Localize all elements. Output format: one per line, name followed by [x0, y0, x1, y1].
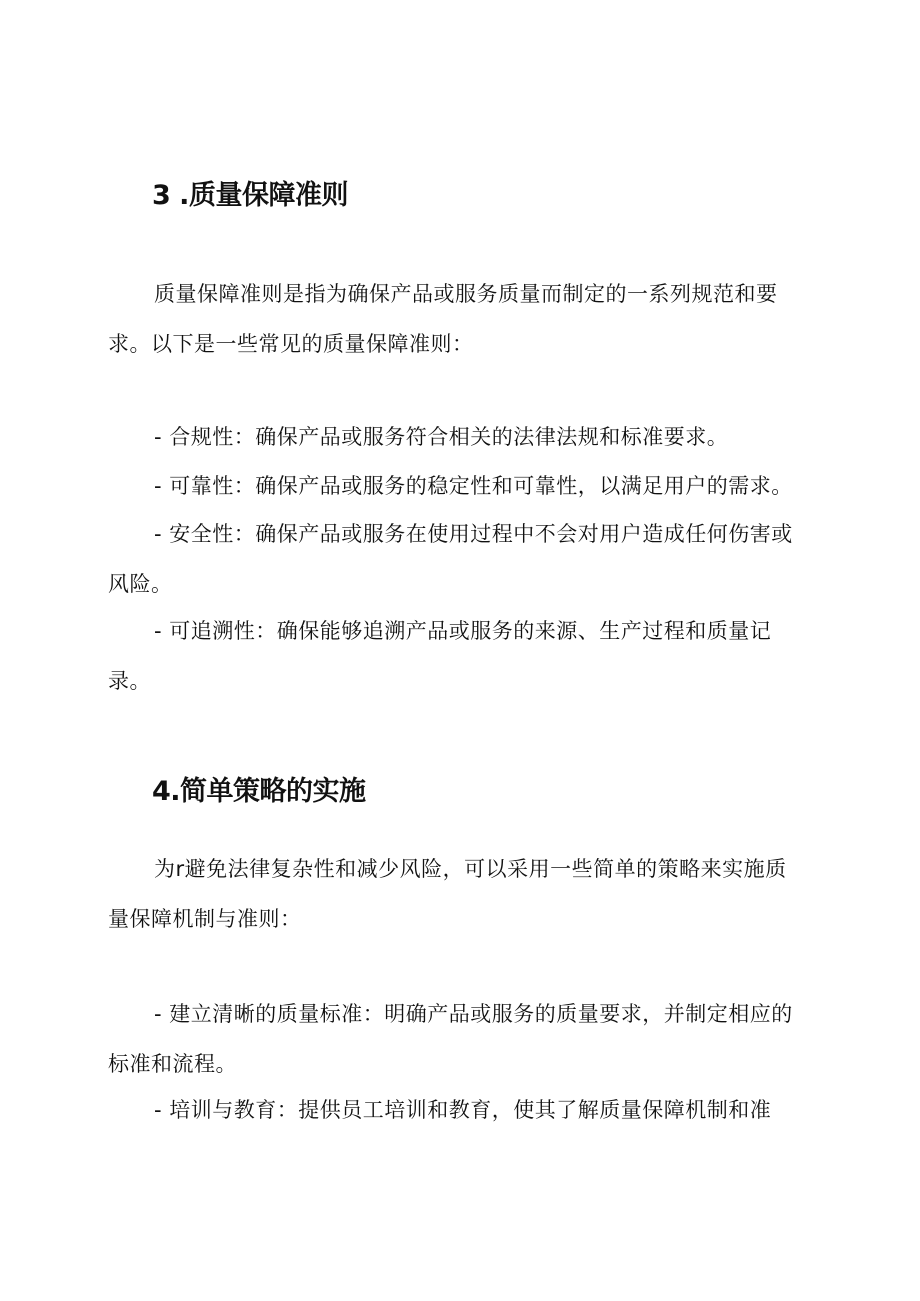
- section-4-heading: 4.简单策略的实施: [152, 776, 366, 807]
- section-4-item-training: - 培训与教育：提供员工培训和教育，使其了解质量保障机制和准: [154, 1098, 772, 1122]
- section-3-item-reliability: - 可靠性：确保产品或服务的稳定性和可靠性，以满足用户的需求。: [154, 474, 793, 498]
- section-4-intro: 为r避免法律复杂性和减少风险，可以采用一些简单的策略来实施质量保障机制与准则：: [108, 857, 787, 931]
- section-3-intro: 质量保障准则是指为确保产品或服务质量而制定的一系列规范和要求。以下是一些常见的质量保障准则：: [108, 282, 778, 356]
- section-4-item-standards: - 建立清晰的质量标准：明确产品或服务的质量要求，并制定相应的标准和流程。: [108, 1002, 793, 1076]
- section-3-item-safety: - 安全性：确保产品或服务在使用过程中不会对用户造成任何伤害或风险。: [108, 522, 793, 596]
- section-3-item-traceability: - 可追溯性：确保能够追溯产品或服务的来源、生产过程和质量记录。: [108, 619, 772, 693]
- section-3-heading: 3 .质量保障准则: [152, 180, 348, 211]
- section-3-item-compliance: - 合规性：确保产品或服务符合相关的法律法规和标准要求。: [154, 425, 729, 449]
